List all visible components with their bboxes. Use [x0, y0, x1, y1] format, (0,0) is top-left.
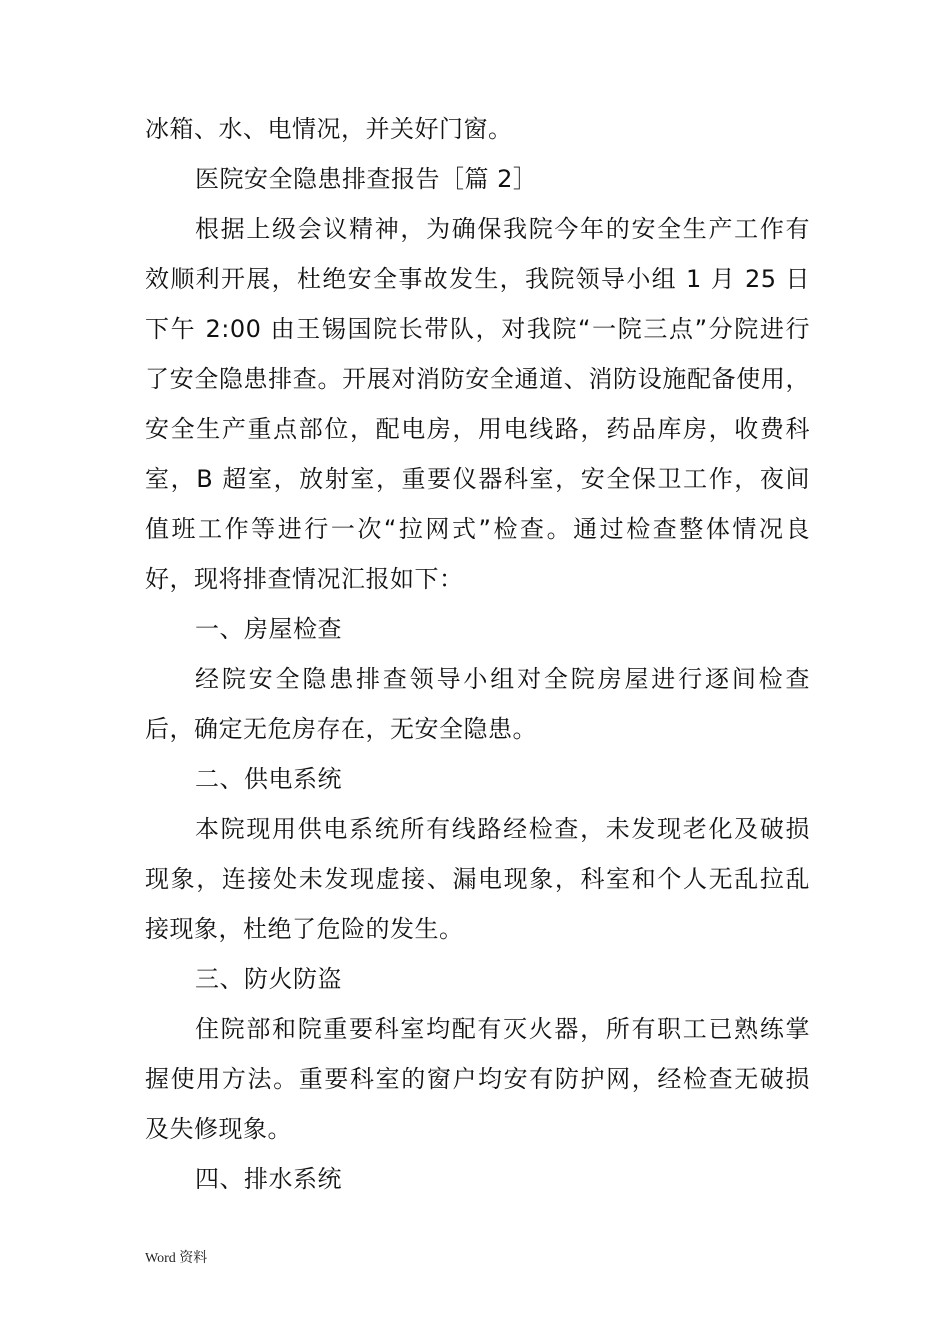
- text-line: 了安全隐患排查。开展对消防安全通道、消防设施配备使用，: [145, 365, 810, 393]
- text-line: 值班工作等进行一次“拉网式”检查。通过检查整体情况良: [145, 515, 810, 543]
- section-heading: 一、房屋检查: [195, 615, 342, 643]
- document-body: [145, 104, 810, 1204]
- text-line: 及失修现象。: [145, 1115, 292, 1143]
- text-line: 下午 2:00 由王锡国院长带队，对我院“一院三点”分院进行: [145, 315, 810, 343]
- section-title: 医院安全隐患排查报告［篇 2］: [195, 165, 538, 193]
- section-heading: 四、排水系统: [195, 1165, 342, 1193]
- text-line: 根据上级会议精神，为确保我院今年的安全生产工作有: [195, 215, 810, 243]
- text-line: 本院现用供电系统所有线路经检查，未发现老化及破损: [195, 815, 810, 843]
- page-footer: Word 资料: [145, 1251, 208, 1266]
- section-heading: 三、防火防盗: [195, 965, 342, 993]
- text-line: 后，确定无危房存在，无安全隐患。: [145, 715, 537, 743]
- text-line: 效顺利开展，杜绝安全事故发生，我院领导小组 1 月 25 日: [145, 265, 810, 293]
- text-line: 冰箱、水、电情况，并关好门窗。: [145, 115, 513, 143]
- text-line: 好，现将排查情况汇报如下：: [145, 565, 464, 593]
- text-line: 接现象，杜绝了危险的发生。: [145, 915, 464, 943]
- text-line: 握使用方法。重要科室的窗户均安有防护网，经检查无破损: [145, 1065, 810, 1093]
- text-line: 住院部和院重要科室均配有灭火器，所有职工已熟练掌: [195, 1015, 810, 1043]
- text-line: 安全生产重点部位，配电房，用电线路，药品库房，收费科: [145, 415, 810, 443]
- text-line: 经院安全隐患排查领导小组对全院房屋进行逐间检查: [195, 665, 810, 693]
- section-heading: 二、供电系统: [195, 765, 342, 793]
- text-line: 室，B 超室，放射室，重要仪器科室，安全保卫工作，夜间: [145, 465, 810, 493]
- text-line: 现象，连接处未发现虚接、漏电现象，科室和个人无乱拉乱: [145, 865, 810, 893]
